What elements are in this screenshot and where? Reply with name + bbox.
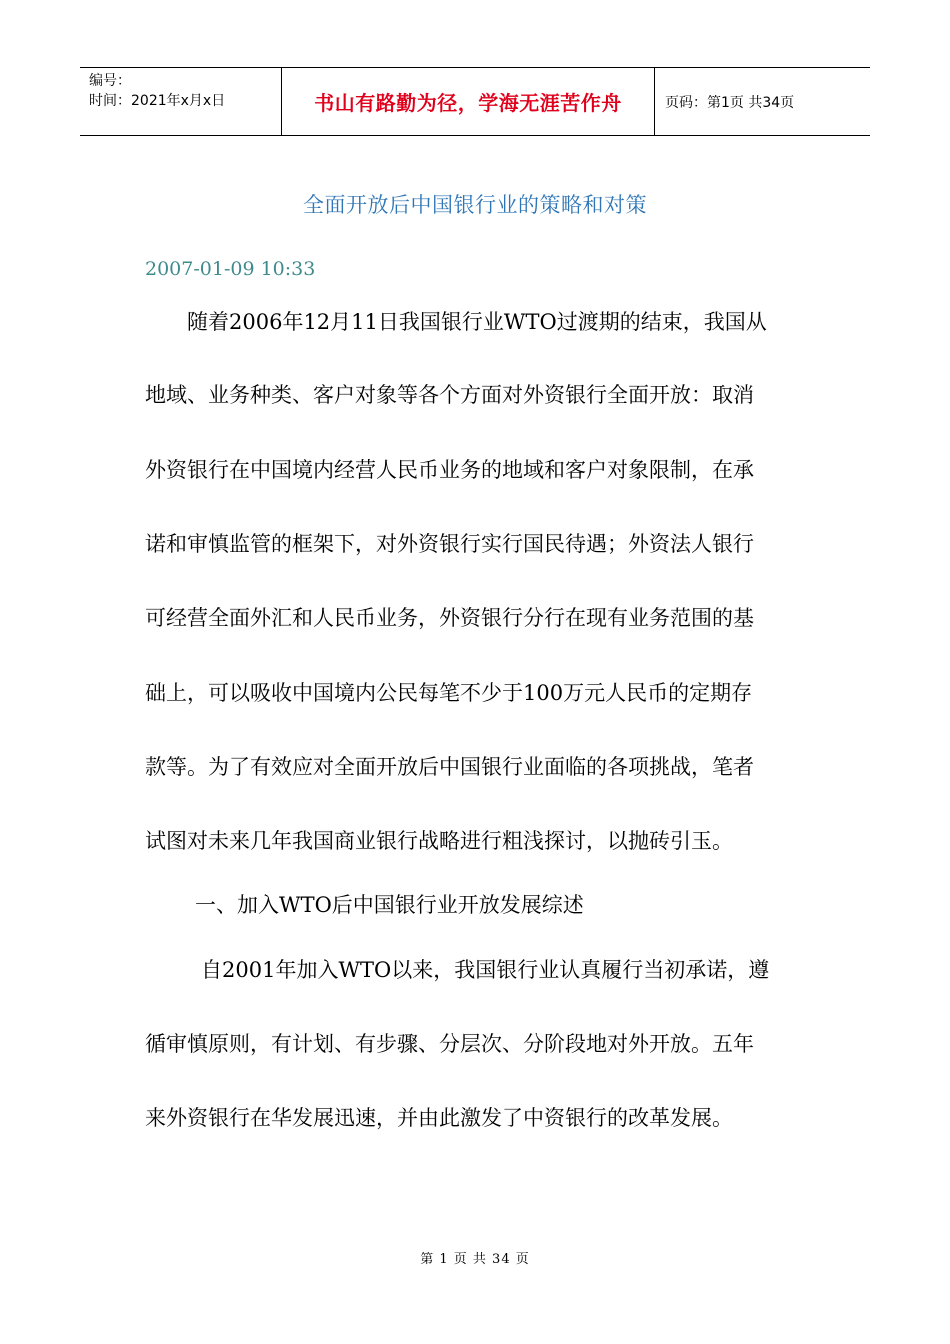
- header-page-cell: [655, 68, 870, 135]
- paragraph-line: 可经营全面外汇和人民币业务，外资银行分行在现有业务范围的基: [145, 606, 754, 630]
- document-date: 2007-01-09 10:33: [145, 258, 316, 280]
- paragraph-line: 地域、业务种类、客户对象等各个方面对外资银行全面开放：取消: [145, 383, 754, 407]
- header-meta-cell: [80, 68, 282, 135]
- section-heading: 一、加入WTO后中国银行业开放发展综述: [195, 893, 584, 917]
- paragraph-line: 随着2006年12月11日我国银行业WTO过渡期的结束，我国从: [187, 310, 767, 334]
- document-title: 全面开放后中国银行业的策略和对策: [303, 193, 647, 217]
- document-time-label: 时间：2021年x月x日: [89, 93, 226, 109]
- header-motto: 书山有路勤为径，学海无涯苦作舟: [314, 91, 622, 115]
- header-motto-cell: [282, 68, 655, 135]
- paragraph-line: 试图对未来几年我国商业银行战略进行粗浅探讨，以抛砖引玉。: [145, 829, 733, 853]
- document-number-label: 编号：: [89, 73, 131, 89]
- paragraph-line: 自2001年加入WTO以来，我国银行业认真履行当初承诺，遵: [201, 958, 770, 982]
- page-footer: 第 1 页 共 34 页: [420, 1252, 530, 1267]
- paragraph-line: 循审慎原则，有计划、有步骤、分层次、分阶段地对外开放。五年: [145, 1032, 754, 1056]
- paragraph-line: 来外资银行在华发展迅速，并由此激发了中资银行的改革发展。: [145, 1106, 733, 1130]
- header-table: [80, 67, 870, 136]
- paragraph-line: 诺和审慎监管的框架下，对外资银行实行国民待遇；外资法人银行: [145, 532, 754, 556]
- header-page-info: 页码：第1页 共34页: [665, 94, 795, 111]
- paragraph-line: 外资银行在中国境内经营人民币业务的地域和客户对象限制，在承: [145, 458, 754, 482]
- paragraph-line: 款等。为了有效应对全面开放后中国银行业面临的各项挑战，笔者: [145, 755, 754, 779]
- paragraph-line: 础上，可以吸收中国境内公民每笔不少于100万元人民币的定期存: [145, 681, 753, 705]
